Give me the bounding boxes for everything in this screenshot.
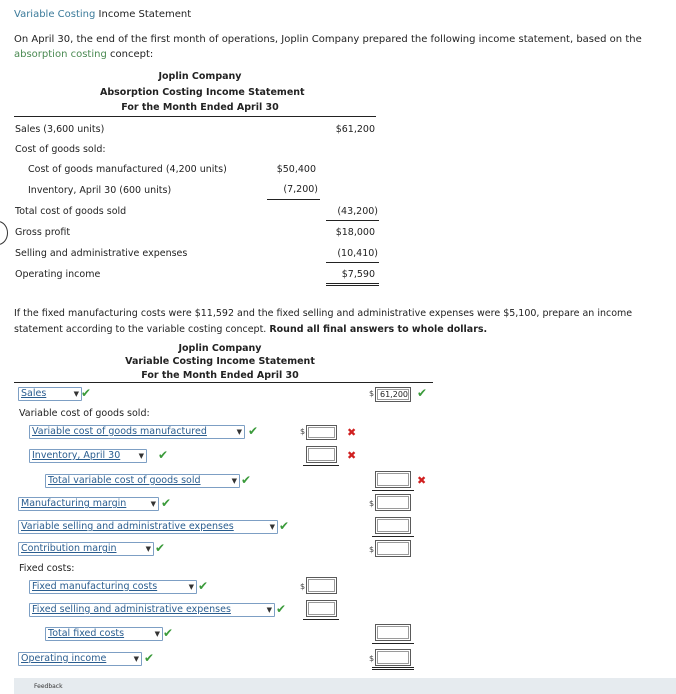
intro-line1: On April 30, the end of the first month of operations, Joplin Company prepared the following income statement, based on the <box>14 34 642 45</box>
page-title <box>14 9 191 20</box>
abs-row-value: (43,200) <box>337 206 378 217</box>
abs-row-label: Sales (3,600 units) <box>15 124 105 135</box>
inventory-select[interactable] <box>29 449 147 463</box>
chevron-down-icon: ▼ <box>150 500 156 508</box>
chevron-down-icon: ▼ <box>231 477 237 485</box>
vcgm-select[interactable] <box>29 425 245 439</box>
fixed-mfg-select[interactable] <box>29 580 197 594</box>
check-icon: ✔ <box>155 541 166 555</box>
sales-select-value: Sales <box>21 388 47 399</box>
chevron-down-icon: ▼ <box>236 428 242 436</box>
dollar-sign: $ <box>369 389 375 398</box>
total-fixed-rule <box>372 643 414 644</box>
mfg-margin-amount-input[interactable] <box>375 494 411 511</box>
chevron-down-icon: ▼ <box>138 452 144 460</box>
inventory-select-value: Inventory, April 30 <box>32 450 121 461</box>
abs-subtotal-rule <box>267 199 320 200</box>
sales-select[interactable] <box>18 387 82 401</box>
total-fixed-select-value: Total fixed costs <box>48 628 125 639</box>
abs-total-rule <box>326 220 379 221</box>
abs-row-value: (10,410) <box>337 248 378 259</box>
check-icon: ✔ <box>279 519 290 533</box>
abs-row-label: Inventory, April 30 (600 units) <box>28 185 172 196</box>
operating-income-amount-input[interactable] <box>375 649 411 666</box>
vcgm-select-value: Variable cost of goods manufactured <box>32 426 207 437</box>
total-vcogs-select[interactable] <box>45 474 240 488</box>
abs-sa-rule <box>326 262 379 263</box>
abs-statement-title: Absorption Costing Income Statement <box>100 87 305 98</box>
title-prefix: Variable Costing <box>14 9 96 20</box>
absorption-costing-link[interactable]: absorption costing <box>14 49 107 60</box>
chevron-down-icon: ▼ <box>73 390 79 398</box>
dollar-sign: $ <box>369 499 375 508</box>
feedback-label: Feedback <box>34 683 63 690</box>
vcgm-amount-input[interactable] <box>306 425 337 440</box>
fixed-sa-amount-input[interactable] <box>306 600 337 617</box>
abs-period: For the Month Ended April 30 <box>121 102 279 113</box>
abs-row-label: Operating income <box>15 269 101 280</box>
total-vcogs-amount-input[interactable] <box>375 471 411 488</box>
var-header-rule <box>14 382 433 383</box>
check-icon: ✔ <box>144 651 155 665</box>
check-icon: ✔ <box>158 448 169 462</box>
check-icon: ✔ <box>417 386 428 400</box>
var-statement-title: Variable Costing Income Statement <box>125 356 315 367</box>
intro-text <box>14 32 642 62</box>
total-vcogs-select-value: Total variable cost of goods sold <box>48 475 201 486</box>
check-icon: ✔ <box>163 626 174 640</box>
var-sa-select-value: Variable selling and administrative expenses <box>21 521 234 532</box>
fixed-sa-select[interactable] <box>29 603 275 617</box>
var-sa-select[interactable] <box>18 520 278 534</box>
instructions-line2: statement according to the variable costing concept. <box>14 324 270 335</box>
check-icon: ✔ <box>198 579 209 593</box>
dollar-sign: $ <box>300 582 306 591</box>
operating-income-select[interactable] <box>18 652 142 666</box>
intro-line2-suffix: concept: <box>106 49 154 60</box>
chevron-down-icon: ▼ <box>154 630 160 638</box>
abs-final-double-rule <box>326 283 379 286</box>
abs-row-label: Cost of goods sold: <box>15 144 106 155</box>
var-company: Joplin Company <box>178 343 262 354</box>
cross-icon: ✖ <box>417 474 427 487</box>
chevron-down-icon: ▼ <box>266 606 272 614</box>
abs-row-value: $18,000 <box>335 227 375 238</box>
total-vcogs-rule <box>372 490 414 491</box>
abs-row-value: $7,590 <box>341 269 375 280</box>
var-cogs-label: Variable cost of goods sold: <box>19 408 150 419</box>
partial-circle-icon <box>0 221 8 245</box>
dollar-sign: $ <box>300 427 306 436</box>
cross-icon: ✖ <box>347 449 357 462</box>
fixed-mfg-select-value: Fixed manufacturing costs <box>32 581 158 592</box>
dollar-sign: $ <box>369 654 375 663</box>
operating-income-double-rule <box>372 667 414 670</box>
abs-header-rule <box>14 116 376 117</box>
var-sa-amount-input[interactable] <box>375 517 411 534</box>
abs-row-label: Gross profit <box>15 227 71 238</box>
var-sa-rule <box>372 536 414 537</box>
check-icon: ✔ <box>161 496 172 510</box>
contribution-margin-select-value: Contribution margin <box>21 543 117 554</box>
abs-row-value: $61,200 <box>335 124 375 135</box>
abs-row-value: $50,400 <box>276 164 316 175</box>
total-fixed-amount-input[interactable] <box>375 624 411 641</box>
instructions-line1: If the fixed manufacturing costs were $11,592 and the fixed selling and administrative expenses were $5,100, prepare an income <box>14 308 633 319</box>
fixed-sa-rule <box>303 619 339 620</box>
chevron-down-icon: ▼ <box>145 545 151 553</box>
fixed-sa-select-value: Fixed selling and administrative expenses <box>32 604 231 615</box>
instructions <box>14 306 632 338</box>
contribution-margin-select[interactable] <box>18 542 154 556</box>
chevron-down-icon: ▼ <box>188 583 194 591</box>
inventory-rule <box>303 465 339 466</box>
sales-amount-input[interactable]: 61,200 <box>375 387 411 402</box>
cross-icon: ✖ <box>347 426 357 439</box>
abs-row-label: Total cost of goods sold <box>15 206 127 217</box>
instructions-bold: Round all final answers to whole dollars. <box>269 324 488 335</box>
total-fixed-select[interactable] <box>45 627 163 641</box>
abs-row-value: (7,200) <box>283 184 318 195</box>
operating-income-select-value: Operating income <box>21 653 107 664</box>
fixed-costs-label: Fixed costs: <box>19 563 75 574</box>
contribution-margin-amount-input[interactable] <box>375 540 411 557</box>
fixed-mfg-amount-input[interactable] <box>306 577 337 594</box>
dollar-sign: $ <box>369 545 375 554</box>
mfg-margin-select-value: Manufacturing margin <box>21 498 127 509</box>
check-icon: ✔ <box>248 424 259 438</box>
abs-row-label: Cost of goods manufactured (4,200 units) <box>28 164 227 175</box>
feedback-bar[interactable] <box>14 678 676 694</box>
chevron-down-icon: ▼ <box>133 655 139 663</box>
mfg-margin-select[interactable] <box>18 497 159 511</box>
check-icon: ✔ <box>276 602 287 616</box>
chevron-down-icon: ▼ <box>269 523 275 531</box>
title-suffix: Income Statement <box>95 9 192 20</box>
var-period: For the Month Ended April 30 <box>141 370 299 381</box>
abs-row-label: Selling and administrative expenses <box>15 248 188 259</box>
check-icon: ✔ <box>241 473 252 487</box>
abs-company: Joplin Company <box>158 71 242 82</box>
check-icon: ✔ <box>81 386 92 400</box>
inventory-amount-input[interactable] <box>306 446 337 463</box>
